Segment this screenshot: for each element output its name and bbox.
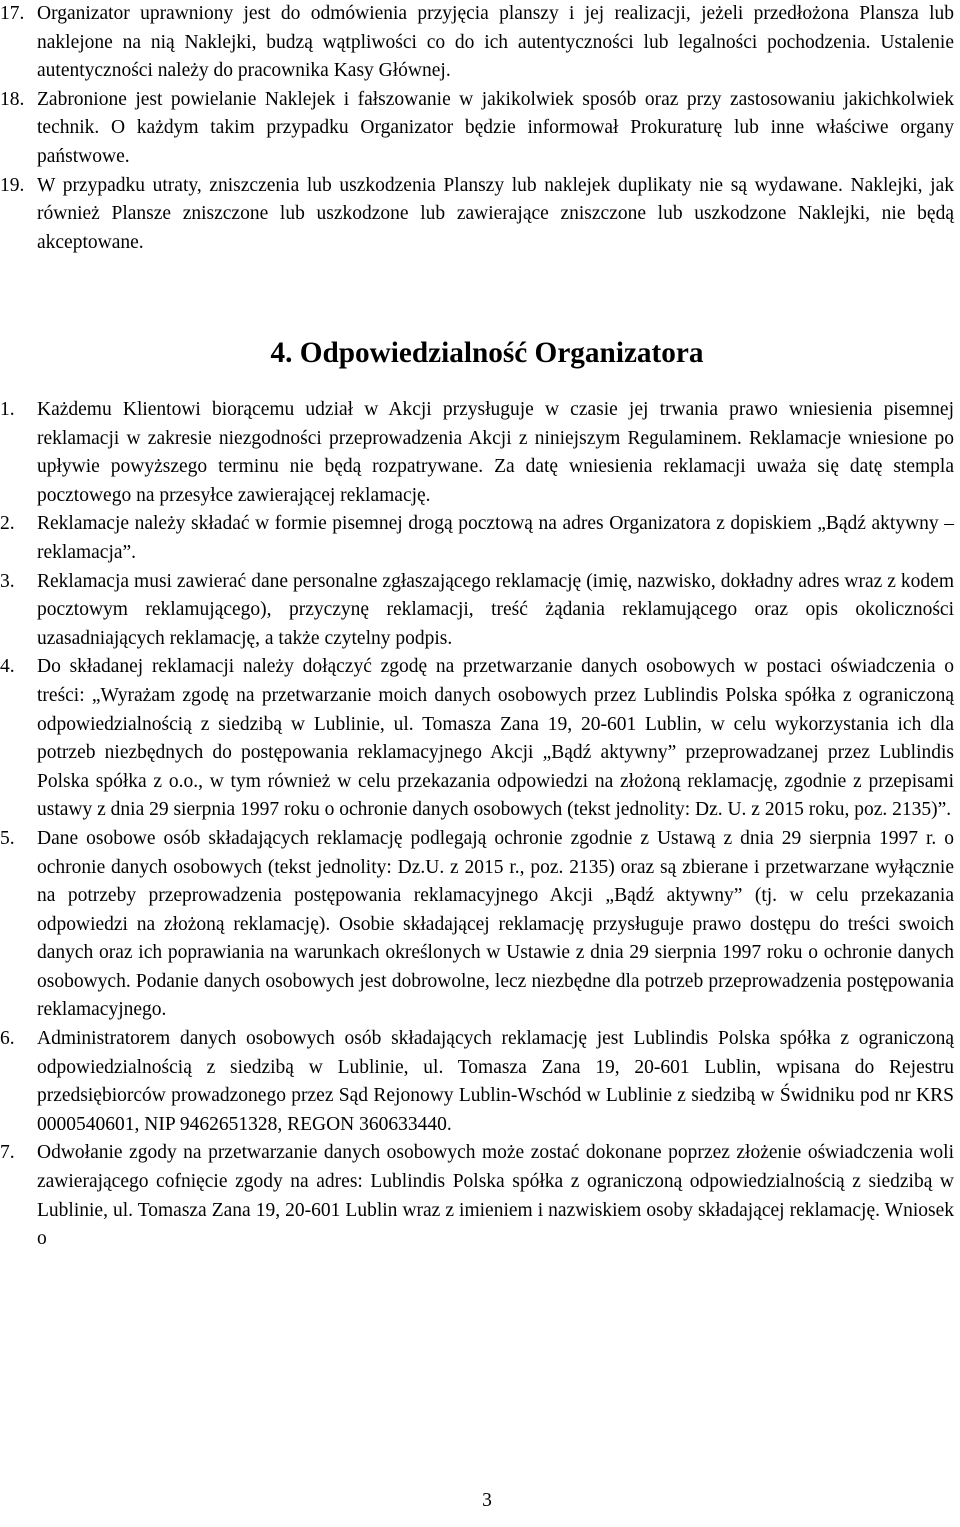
item-number: 18. <box>0 88 25 110</box>
item-text: Reklamacje należy składać w formie pisemnej drogą pocztową na adres Organizatora z dopiskiem „Bądź aktywny – reklamacja”. <box>37 513 954 563</box>
item-text: Każdemu Klientowi biorącemu udział w Akcji przysługuje w czasie jej trwania prawo wniesienia pisemnej reklamacji w zakresie niezgodności przeprowadzenia Akcji z niniejszym Regulaminem. Reklamacje wniesione po upływie powyższego terminu nie będą rozpatrywane. Za datę wniesienia reklamacji uważa się datę stempla pocztowego na przesyłce zawierającej reklamację. <box>37 399 954 506</box>
section-list <box>0 396 960 1254</box>
list-item-6 <box>0 1025 960 1139</box>
page-footer <box>0 1487 960 1516</box>
item-text: Reklamacja musi zawierać dane personalne zgłaszającego reklamację (imię, nazwisko, dokładny adres wraz z kodem pocztowym reklamującego), przyczynę reklamacji, treść żądania reklamującego oraz opis okoliczności uzasadniających reklamację, a także czytelny podpis. <box>37 570 954 649</box>
list-item-3 <box>0 568 960 654</box>
item-text: Odwołanie zgody na przetwarzanie danych osobowych może zostać dokonane poprzez złożenie oświadczenia woli zawierającego cofnięcie zgody na adres: Lublindis Polska spółka z ograniczoną odpowiedzialnością z siedzibą w Lublinie, ul. Tomasza Zana 19, 20-601 Lublin wraz z imieniem i nazwiskiem osoby składającej reklamację. Wniosek o <box>37 1142 954 1250</box>
item-number: 7. <box>0 1142 15 1164</box>
item-number: 5. <box>0 827 15 849</box>
item-text: Organizator uprawniony jest do odmówienia przyjęcia planszy i jej realizacji, jeżeli przedłożona Plansza lub naklejone na nią Naklejki, budzą wątpliwości co do ich autentyczności lub legalności pochodzenia. Ustalenie autentyczności należy do pracownika Kasy Głównej. <box>37 3 954 82</box>
list-item-19 <box>0 172 960 258</box>
top-paragraphs <box>0 0 960 257</box>
top-list <box>0 0 960 257</box>
item-number: 19. <box>0 174 25 196</box>
item-number: 6. <box>0 1028 15 1050</box>
list-item-17 <box>0 0 960 86</box>
list-item-4 <box>0 653 960 825</box>
item-number: 2. <box>0 513 15 535</box>
item-number: 4. <box>0 656 15 678</box>
list-item-2 <box>0 510 960 567</box>
section-paragraphs <box>0 396 960 1254</box>
item-number: 1. <box>0 399 15 420</box>
item-text: Do składanej reklamacji należy dołączyć zgodę na przetwarzanie danych osobowych w postaci oświadczenia o treści: „Wyrażam zgodę na przetwarzanie moich danych osobowych przez Lublindis Polska spółka z ograniczoną odpowiedzialnością z siedzibą w Lublinie, ul. Tomasza Zana 19, 20-601 Lublin, w celu wykorzystania ich dla potrzeb niezbędnych do postępowania reklamacyjnego Akcji „Bądź aktywny” przeprowadzanej przez Lublindis Polska spółka z o.o., w tym również w celu przekazania odpowiedzi na złożoną reklamację, zgodnie z przepisami ustawy z dnia 29 sierpnia 1997 roku o ochronie danych osobowych (tekst jednolity: Dz. U. z 2015 roku, poz. 2135)”. <box>37 656 954 821</box>
section-title: 4. Odpowiedzialność Organizatora <box>270 337 704 369</box>
section-heading <box>0 339 960 368</box>
item-number: 17. <box>0 3 25 24</box>
item-text: W przypadku utraty, zniszczenia lub uszkodzenia Planszy lub naklejek duplikaty nie są wydawane. Naklejki, jak również Plansze zniszczone lub uszkodzone lub zawierające zniszczone lub uszkodzone Naklejki, nie będą akceptowane. <box>37 174 954 253</box>
item-text: Dane osobowe osób składających reklamację podlegają ochronie zgodnie z Ustawą z dnia 29 sierpnia 1997 r. o ochronie danych osobowych (tekst jednolity: Dz.U. z 2015 r., poz. 2135) oraz są zbierane i przetwarzane wyłącznie na potrzeby przeprowadzenia postępowania reklamacyjnego Akcji „Bądź aktywny” (tj. w celu przekazania odpowiedzi na złożoną reklamację). Osobie składającej reklamację przysługuje prawo dostępu do treści swoich danych oraz ich poprawiania na warunkach określonych w Ustawie z dnia 29 sierpnia 1997 roku o ochronie danych osobowych. Podanie danych osobowych jest dobrowolne, lecz niezbędne dla potrzeb przeprowadzenia postępowania reklamacyjnego. <box>37 827 954 1021</box>
list-item-5 <box>0 825 960 1025</box>
list-item-7 <box>0 1139 960 1253</box>
item-text: Administratorem danych osobowych osób składających reklamację jest Lublindis Polska spółka z ograniczoną odpowiedzialnością z siedzibą w Lublinie, ul. Tomasza Zana 19, 20-601 Lublin, wpisana do Rejestru przedsiębiorców prowadzonego przez Sąd Rejonowy Lublin-Wschód w Lublinie z siedzibą w Świdniku pod nr KRS 0000540601, NIP 9462651328, REGON 360633440. <box>37 1028 954 1135</box>
list-item-18 <box>0 86 960 172</box>
page-number: 3 <box>482 1490 492 1511</box>
item-text: Zabronione jest powielanie Naklejek i fałszowanie w jakikolwiek sposób oraz przy zastosowaniu jakichkolwiek technik. O każdym takim przypadku Organizator będzie informował Prokuraturę lub inne właściwe organy państwowe. <box>37 88 954 167</box>
item-number: 3. <box>0 570 15 592</box>
list-item-1 <box>0 396 960 510</box>
